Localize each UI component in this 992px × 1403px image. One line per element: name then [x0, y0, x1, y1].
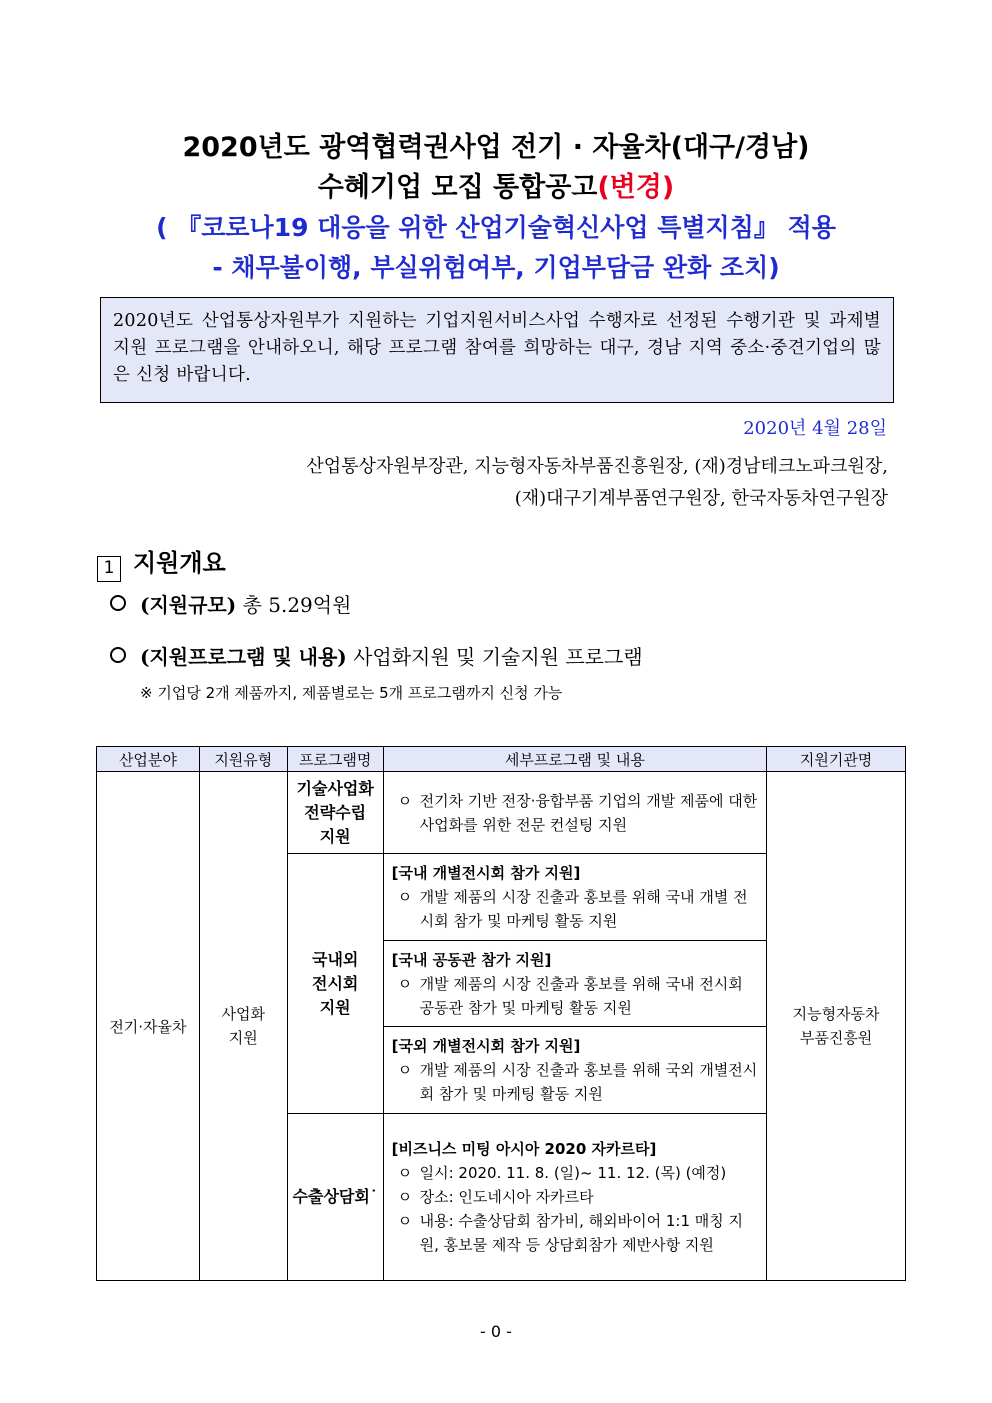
- table-header-cell: 세부프로그램 및 내용: [383, 747, 767, 772]
- bullet-support-program: [110, 641, 643, 670]
- circle-bullet-icon: [110, 595, 126, 611]
- bullet-support-scale: [110, 589, 351, 618]
- detail-heading: [국내 개별전시회 참가 지원]: [391, 864, 581, 882]
- section-number: 1: [97, 556, 121, 582]
- section-heading: [97, 543, 226, 582]
- program-detail-cell: [383, 1027, 767, 1114]
- page-number: - 0 -: [480, 1322, 512, 1341]
- section-title: 지원개요: [133, 549, 226, 577]
- program-name-cell: 수출상담회˙: [287, 1114, 383, 1281]
- support-type-cell: 사업화 지원: [199, 772, 287, 1281]
- table-header-cell: 프로그램명: [287, 747, 383, 772]
- detail-item: ㅇ 개발 제품의 시장 진출과 홍보를 위해 국내 개별 전시회 참가 및 마케팅 활동 지원: [397, 888, 748, 930]
- application-note: ※ 기업당 2개 제품까지, 제품별로는 5개 프로그램까지 신청 가능: [140, 684, 563, 702]
- detail-item: ㅇ 전기차 기반 전장·융합부품 기업의 개발 제품에 대한 사업화를 위한 전문 컨설팅 지원: [397, 791, 758, 834]
- table-header-cell: 산업분야: [97, 747, 200, 772]
- table-header-row: [97, 747, 906, 772]
- support-scale-label: (지원규모): [140, 593, 237, 617]
- detail-item: ㅇ 장소: 인도네시아 자카르타: [397, 1188, 594, 1206]
- support-program-value: 사업화지원 및 기술지원 프로그램: [353, 645, 643, 669]
- organizations-line-1: 산업통상자원부장관, 지능형자동차부품진흥원장, (재)경남테크노파크원장,: [306, 456, 888, 477]
- program-name-cell: 국내외 전시회 지원: [287, 854, 383, 1114]
- circle-bullet-icon: [110, 647, 126, 663]
- announcement-date: 2020년 4월 28일: [743, 418, 887, 439]
- program-name-cell: 기술사업화 전략수립 지원: [287, 772, 383, 854]
- table-header-cell: 지원유형: [199, 747, 287, 772]
- title-changed-mark: (변경): [597, 172, 675, 203]
- title-line-4: - 채무불이행, 부실위험여부, 기업부담금 완화 조치): [212, 253, 780, 282]
- table-row: [97, 772, 906, 854]
- title-line-3: ( 『코로나19 대응을 위한 산업기술혁신사업 특별지침』 적용: [156, 213, 836, 242]
- title-line-2-main: 수혜기업 모집 통합공고: [317, 172, 598, 203]
- support-program-label: (지원프로그램 및 내용): [140, 645, 347, 669]
- detail-item: ㅇ 일시: 2020. 11. 8. (일)~ 11. 12. (목) (예정): [397, 1164, 727, 1182]
- support-scale-value: 총 5.29억원: [242, 593, 352, 617]
- program-table: [96, 746, 906, 1281]
- detail-item: ㅇ 개발 제품의 시장 진출과 홍보를 위해 국외 개별전시회 참가 및 마케팅 활동 지원: [397, 1061, 758, 1103]
- title-line-1: 2020년도 광역협력권사업 전기 · 자율차(대구/경남): [182, 132, 810, 163]
- organizations-line-2: (재)대구기계부품연구원장, 한국자동차연구원장: [514, 488, 888, 509]
- program-detail-cell: [383, 941, 767, 1027]
- detail-item: ㅇ 개발 제품의 시장 진출과 홍보를 위해 국내 전시회 공동관 참가 및 마케팅 활동 지원: [397, 974, 743, 1017]
- table-header-cell: 지원기관명: [767, 747, 906, 772]
- program-detail-cell: [383, 772, 767, 854]
- detail-item: ㅇ 내용: 수출상담회 참가비, 해외바이어 1:1 매칭 지원, 홍보물 제작 등 상담회참가 제반사항 지원: [397, 1212, 744, 1254]
- program-detail-cell: [383, 854, 767, 941]
- agency-cell: 지능형자동차 부품진흥원: [767, 772, 906, 1281]
- industry-field-cell: 전기·자율차: [97, 772, 200, 1281]
- program-detail-cell: [383, 1114, 767, 1281]
- detail-heading: [국내 공동관 참가 지원]: [391, 950, 552, 969]
- title-line-2: [0, 170, 992, 206]
- detail-heading: [국외 개별전시회 참가 지원]: [391, 1037, 581, 1055]
- notice-box: 2020년도 산업통상자원부가 지원하는 기업지원서비스사업 수행자로 선정된 수행기관 및 과제별 지원 프로그램을 안내하오니, 해당 프로그램 참여를 희망하는 대구, 경남 지역 중소·중견기업의 많은 신청 바랍니다.: [100, 297, 894, 403]
- detail-heading: [비즈니스 미팅 아시아 2020 자카르타]: [391, 1140, 657, 1158]
